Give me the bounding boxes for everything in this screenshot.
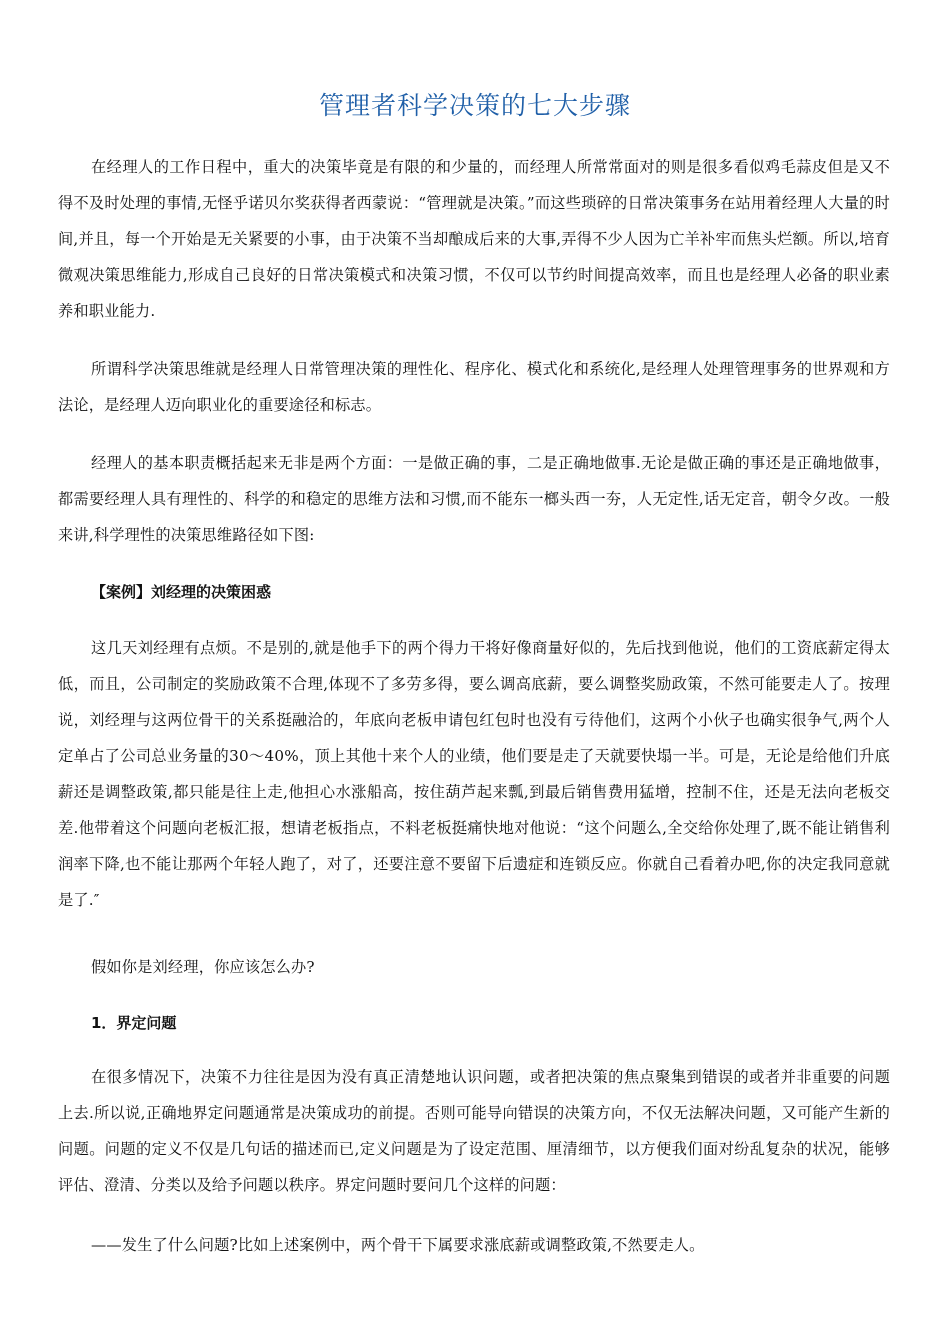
paragraph-what-happened: ——发生了什么问题?比如上述案例中，两个骨干下属要求涨底薪或调整政策,不然要走人。 bbox=[91, 1236, 705, 1254]
paragraph-scientific-thinking: 所谓科学决策思维就是经理人日常管理决策的理性化、程序化、模式化和系统化,是经理人处理管理事务的世界观和方法论，是经理人迈向职业化的重要途径和标志。 bbox=[58, 360, 890, 414]
paragraph-define-problem: 在很多情况下，决策不力往往是因为没有真正清楚地认识问题，或者把决策的焦点聚集到错误的或者并非重要的问题上去.所以说,正确地界定问题通常是决策成功的前提。否则可能导向错误的决策方向，不仅无法解决问题，又可能产生新的问题。问题的定义不仅是几句话的描述而已,定义问题是为了设定范围、厘清细节，以方便我们面对纷乱复杂的状况，能够评估、澄清、分类以及给予问题以秩序。界定问题时要问几个这样的问题： bbox=[58, 1068, 890, 1194]
page-title: 管理者科学决策的七大步骤 bbox=[318, 91, 631, 120]
section-heading-define-problem: 1．界定问题 bbox=[91, 1014, 177, 1032]
paragraph-intro: 在经理人的工作日程中，重大的决策毕竟是有限的和少量的，而经理人所常常面对的则是很多看似鸡毛蒜皮但是又不得不及时处理的事情,无怪乎诺贝尔奖获得者西蒙说：“管理就是决策。”而这些琐碎的日常决策事务在站用着经理人大量的时间,并且，每一个开始是无关紧要的小事，由于决策不当却酿成后来的大事,弄得不少人因为亡羊补牢而焦头烂额。所以,培育微观决策思维能力,形成自己良好的日常决策模式和决策习惯，不仅可以节约时间提高效率，而且也是经理人必备的职业素养和职业能力. bbox=[58, 158, 890, 320]
case-heading: 【案例】刘经理的决策困惑 bbox=[91, 583, 272, 601]
paragraph-question: 假如你是刘经理，你应该怎么办? bbox=[91, 958, 315, 976]
paragraph-case-story: 这几天刘经理有点烦。不是别的,就是他手下的两个得力干将好像商量好似的，先后找到他说，他们的工资底薪定得太低，而且，公司制定的奖励政策不合理,体现不了多劳多得，要么调高底薪，要么调整奖励政策，不然可能要走人了。按理说，刘经理与这两位骨干的关系挺融洽的，年底向老板申请包红包时也没有亏待他们，这两个小伙子也确实很争气,两个人定单占了公司总业务量的30～40%，顶上其他十来个人的业绩，他们要是走了天就要快塌一半。可是，无论是给他们升底薪还是调整政策,都只能是往上走,他担心水涨船高，按住葫芦起来瓢,到最后销售费用猛增，控制不住，还是无法向老板交差.他带着这个问题向老板汇报，想请老板指点，不料老板挺痛快地对他说：“这个问题么,全交给你处理了,既不能让销售利润率下降,也不能让那两个年轻人跑了，对了，还要注意不要留下后遗症和连锁反应。你就自己看着办吧,你的决定我同意就是了.″ bbox=[58, 639, 890, 909]
paragraph-basic-duties: 经理人的基本职责概括起来无非是两个方面：一是做正确的事，二是正确地做事.无论是做正确的事还是正确地做事，都需要经理人具有理性的、科学的和稳定的思维方法和习惯,而不能东一榔头西一夯，人无定性,话无定音，朝令夕改。一般来讲,科学理性的决策思维路径如下图: bbox=[58, 454, 890, 544]
